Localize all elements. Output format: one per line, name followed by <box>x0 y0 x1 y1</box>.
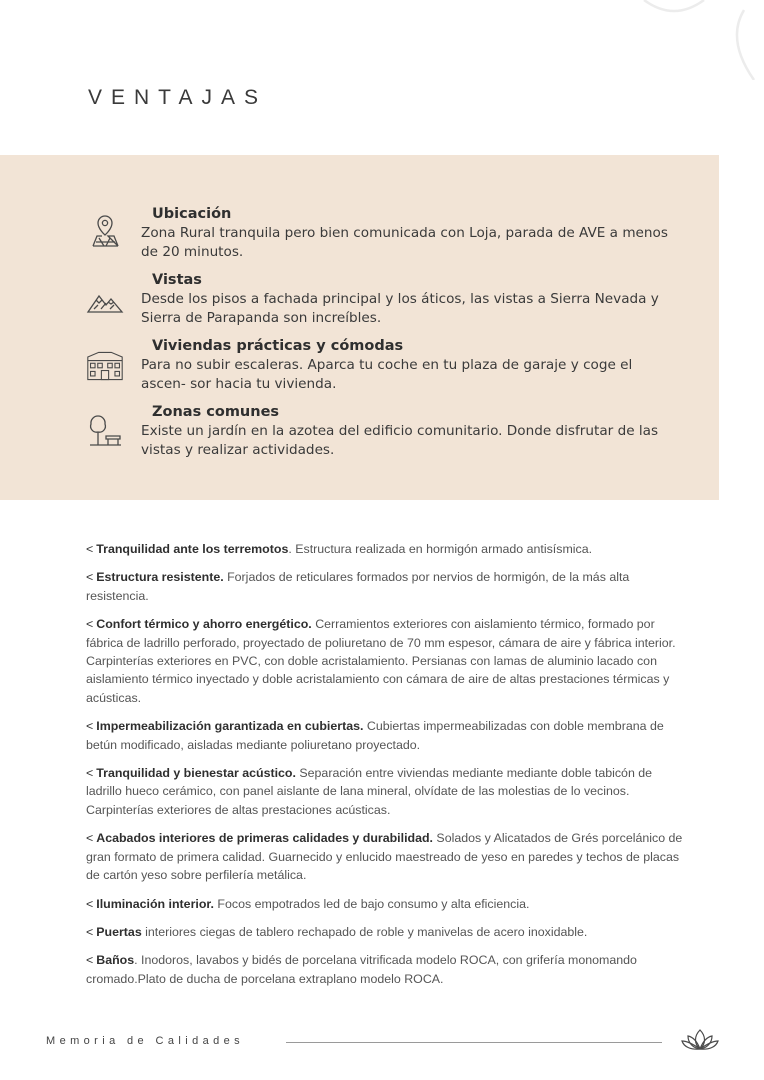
feature-title: Zonas comunes <box>152 404 280 420</box>
mountains-icon <box>86 282 124 318</box>
features-panel <box>0 155 719 500</box>
list-item <box>86 568 686 605</box>
item-text: Separación entre viviendas mediante mediante doble tabicón de ladrillo hueco cerámico, con panel aislante de lana mineral, olvídate de las molestias de lo vecinos. Carpinterías exteriores de altas prestaciones acústicas. <box>86 766 653 817</box>
item-text: interiores ciegas de tablero rechapado de roble y manivelas de acero inoxidable. <box>141 924 588 939</box>
list-item <box>86 829 686 884</box>
lotus-icon <box>681 1026 719 1052</box>
list-item <box>86 764 686 819</box>
bullet-marker: < <box>86 570 94 585</box>
list-item <box>86 923 686 941</box>
item-lead: Tranquilidad ante los terremotos <box>96 542 289 556</box>
bullet-marker: < <box>86 542 94 556</box>
advantages-list <box>86 540 686 998</box>
park-tree-bench-icon <box>86 412 124 448</box>
feature-text: Zona Rural tranquila pero bien comunicada con Loja, parada de AVE a menos de 20 minutos. <box>141 225 668 260</box>
map-location-icon <box>86 212 124 248</box>
item-text: Cerramientos exteriores con aislamiento térmico, formado por fábrica de ladrillo perforado, proyectado de poliuretano de 70 mm espesor, cámara de aire y fábrica interior. Carpinterías exteriores en PVC, con doble acristalamiento. Persianas con lamas de aluminio lacado con aislamiento térmico inyectado y doble acristalamiento con cámara de aire de altas prestaciones térmicas y acústicas. <box>86 617 676 705</box>
item-text: Solados y Alicatados de Grés porcelánico de gran formato de primera calidad. Guarnecido y enlucido maestreado de yeso en paredes y techos de placas de cartón yeso sobre perfilería metálica. <box>86 831 683 883</box>
item-lead: Estructura resistente. <box>96 570 224 585</box>
bullet-marker: < <box>86 617 94 632</box>
item-lead: Impermeabilización garantizada en cubiertas. <box>96 719 364 734</box>
building-icon <box>86 348 124 384</box>
bullet-marker: < <box>86 719 94 734</box>
feature-title: Ubicación <box>152 206 232 222</box>
footer-divider <box>286 1042 662 1043</box>
feature-text: Para no subir escaleras. Aparca tu coche en tu plaza de garaje y coge el ascen- sor hacia tu vivienda. <box>141 357 633 392</box>
item-text: . Estructura realizada en hormigón armado antisísmica. <box>288 542 593 556</box>
feature-text: Desde los pisos a fachada principal y los áticos, las vistas a Sierra Nevada y Sierra de Parapanda son increíbles. <box>141 291 659 326</box>
list-item <box>86 895 686 913</box>
list-item <box>86 951 686 988</box>
feature-title: Vistas <box>152 272 202 288</box>
bullet-marker: < <box>86 766 94 781</box>
list-item <box>86 540 686 558</box>
bullet-marker: < <box>86 831 94 846</box>
page-title: VENTAJAS <box>88 86 267 109</box>
item-lead: Acabados interiores de primeras calidades y durabilidad. <box>96 831 433 846</box>
item-lead: Tranquilidad y bienestar acústico. <box>96 766 296 781</box>
footer-label: Memoria de Calidades <box>46 1035 245 1047</box>
feature-title: Viviendas prácticas y cómodas <box>152 338 404 354</box>
item-text: Cubiertas impermeabilizadas con doble membrana de betún modificado, aisladas mediante poliuretano proyectado. <box>86 719 664 752</box>
item-lead: Baños <box>96 953 135 968</box>
item-lead: Puertas <box>96 924 142 939</box>
item-text: . Inodoros, lavabos y bidés de porcelana vitrificada modelo ROCA, con grifería monomando cromado.Plato de ducha de porcelana extraplano modelo ROCA. <box>86 953 637 986</box>
decorative-corner-shape <box>634 0 764 80</box>
item-lead: Confort térmico y ahorro energético. <box>96 617 312 632</box>
bullet-marker: < <box>86 953 94 968</box>
item-text: Focos empotrados led de bajo consumo y alta eficiencia. <box>213 896 530 911</box>
feature-text: Existe un jardín en la azotea del edificio comunitario. Donde disfrutar de las vistas y realizar actividades. <box>141 423 659 458</box>
list-item <box>86 717 686 754</box>
item-lead: Iluminación interior. <box>96 896 214 911</box>
bullet-marker: < <box>86 896 94 911</box>
bullet-marker: < <box>86 924 94 939</box>
item-text: Forjados de reticulares formados por nervios de hormigón, de la más alta resistencia. <box>86 570 630 603</box>
list-item <box>86 615 686 707</box>
